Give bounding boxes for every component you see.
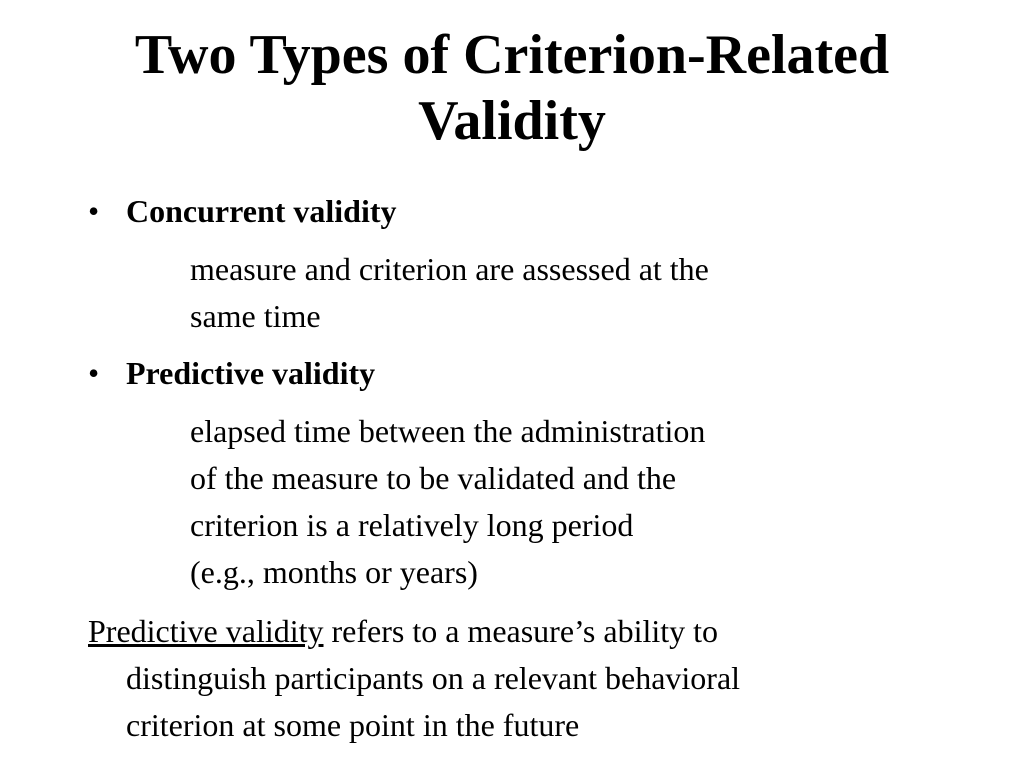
description-line: of the measure to be validated and the: [190, 460, 677, 496]
summary-line-1: [88, 608, 988, 655]
slide-title-line-1: Two Types of Criterion-Related: [134, 24, 890, 86]
slide-title: [40, 22, 984, 154]
summary-line-3: criterion at some point in the future: [126, 707, 580, 743]
bullet-icon: •: [88, 193, 100, 229]
bullet-icon: •: [88, 355, 100, 391]
description-line: same time: [190, 298, 321, 334]
underlined-term: Predictive validity: [88, 613, 324, 649]
slide-title-line-2: Validity: [418, 90, 606, 152]
predictive-validity-description: [190, 408, 705, 596]
description-line: (e.g., months or years): [190, 554, 478, 590]
bullet-heading: Predictive validity: [126, 355, 376, 391]
bullet-predictive-validity: [88, 354, 375, 392]
description-line: criterion is a relatively long period: [190, 507, 634, 543]
bullet-heading: Concurrent validity: [126, 193, 397, 229]
summary-line-2: distinguish participants on a relevant behavioral: [126, 660, 741, 696]
bullet-concurrent-validity: [88, 192, 397, 230]
concurrent-validity-description: [190, 246, 709, 340]
summary-paragraph: [88, 608, 988, 749]
summary-line-1-text: refers to a measure’s ability to: [323, 613, 719, 649]
description-line: measure and criterion are assessed at the: [190, 251, 709, 287]
description-line: elapsed time between the administration: [190, 413, 706, 449]
